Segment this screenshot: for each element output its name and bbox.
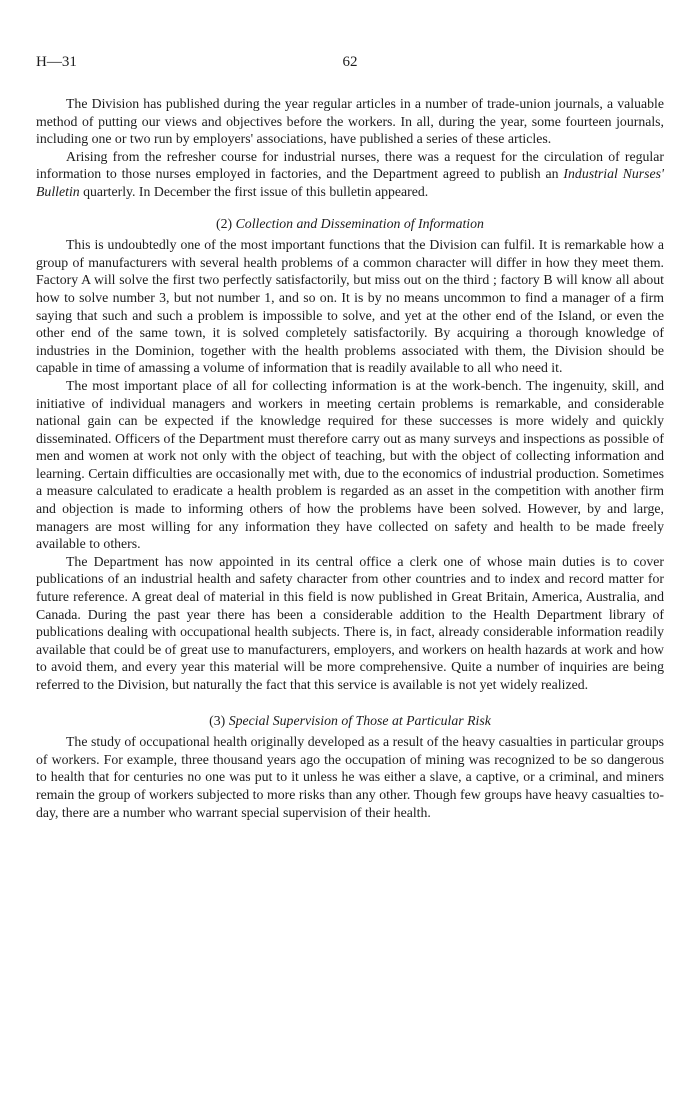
paragraph: The most important place of all for collecting information is at the work-bench. The ingenuity, skill, and initiative of individual managers and workers in meeting certain problems is remarkable, and considerable national gain can be expected if the knowledge required for these successes is more widely and quickly disseminated. Officers of the Department must therefore carry out as many surveys and inspections as possible of men and women at work not only with the object of teaching, but with the object of collecting information and learning. Certain difficulties are occasionally met with, due to the economics of industrial production. Sometimes a measure calculated to eradicate a health problem is regarded as an asset in the competition with another firm and objection is made to informing others of how the problems have been solved. However, by and large, managers are most willing for any information they have collected on safety and health to be made freely available to others. [36, 377, 664, 552]
document-body [36, 95, 664, 821]
section-title: Collection and Dissemination of Information [235, 215, 484, 231]
paragraph: This is undoubtedly one of the most important functions that the Division can fulfil. It is remarkable how a group of manufacturers with several health problems of a common character will differ in how they meet them. Factory A will solve the first two perfectly satisfactorily, but miss out on the third ; factory B will know all about how to solve number 3, but not number 1, and so on. It is by no means uncommon to find a manager of a firm saying that such and such a problem is impossible to solve, and yet at the other end of the Island, or even the other end of the same town, it is solved completely satisfactorily. By acquiring a thorough knowledge of industries in the Dominion, together with the health problems associated with them, the Division should be capable in time of amassing a volume of information that is readily available to all who need it. [36, 237, 664, 376]
page-header [36, 54, 664, 74]
paragraph: The Department has now appointed in its central office a clerk one of whose main duties is to cover publications of an industrial health and safety character from other countries and to index and record matter for future reference. A great deal of material in this field is now published in Great Britain, America, Australia, and Canada. During the past year there has been a considerable addition to the Health Department library of publications dealing with occupational health subjects. There is, in fact, already considerable information readily available that could be of great use to manufacturers, employers, and workers on health hazards at work and how to avoid them, and every year this material will be more comprehensive. Quite a number of inquiries are being referred to the Division, but naturally the fact that this service is available is not yet widely realized. [36, 553, 664, 692]
section-number: (2) [216, 215, 233, 231]
section-heading-2 [36, 215, 664, 233]
report-reference: H—31 [36, 54, 77, 70]
paragraph: The study of occupational health originally developed as a result of the heavy casualties in particular groups of workers. For example, three thousand years ago the occupation of mining was recognized to be so dangerous to health that for centuries no one was put to it unless he was either a slave, a captive, or a criminal, and miners remain the group of workers subjected to more risks than any other. Though few groups have heavy casualties to-day, there are a number who warrant special supervision of their health. [36, 734, 664, 820]
paragraph-nurses-bulletin [36, 148, 664, 201]
section-heading-3 [36, 712, 664, 730]
paragraph-journals: The Division has published during the year regular articles in a number of trade-union journals, a valuable method of putting our views and objectives before the workers. In all, during the year, some fourteen journals, including one or two run by employers' associations, have published a series of these articles. [36, 96, 664, 147]
section-title: Special Supervision of Those at Particular Risk [228, 712, 491, 728]
section-number: (3) [209, 712, 226, 728]
paragraph-text: quarterly. In December the first issue of this bulletin appeared. [79, 183, 429, 199]
page-number: 62 [342, 54, 358, 70]
bulletin-title: Industrial Nurses' Bulletin [36, 166, 664, 199]
paragraph-text: Arising from the refresher course for industrial nurses, there was a request for the circulation of regular information to those nurses employed in factories, and the Department agreed to publish an [36, 148, 664, 182]
